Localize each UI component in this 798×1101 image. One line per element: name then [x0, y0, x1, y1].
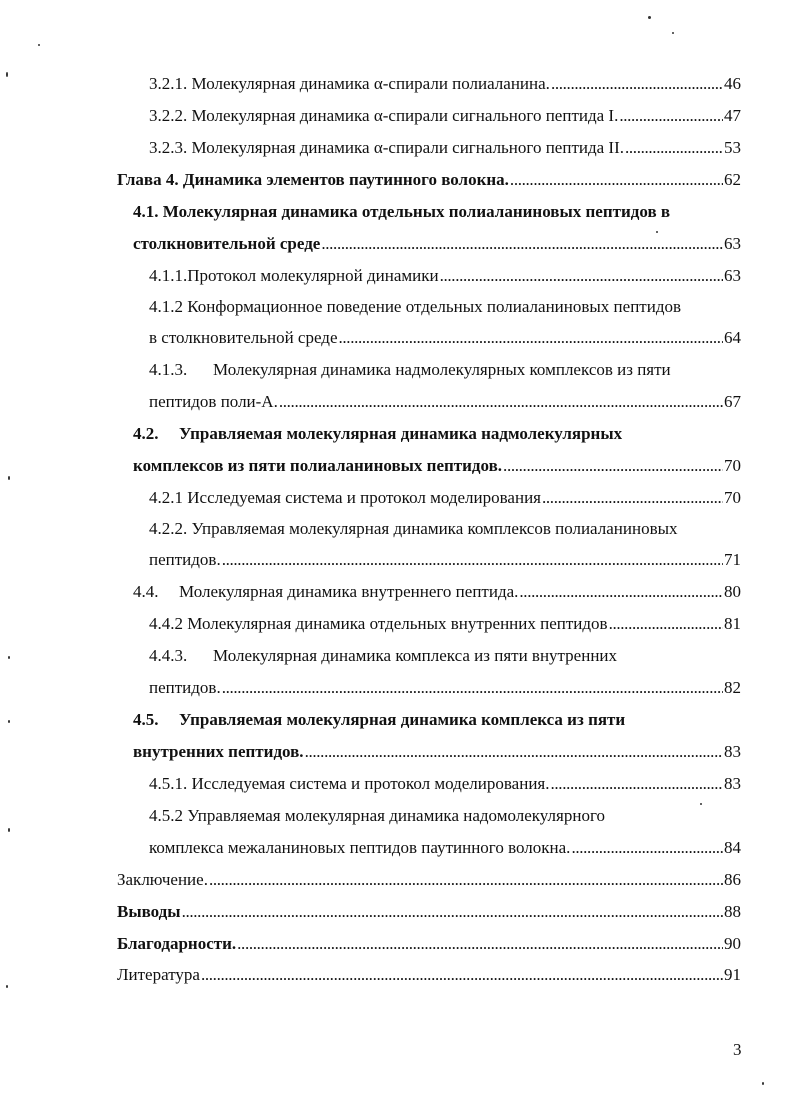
toc-entry-4-2-2-line1[interactable]: 4.2.2. Управляемая молекулярная динамика комплексов полиаланиновых	[149, 519, 678, 538]
toc-entry-title: Управляемая молекулярная динамика комплекса из пяти	[179, 710, 626, 729]
toc-entry-references[interactable]	[117, 961, 741, 989]
toc-entry-number: 4.4.3.	[149, 646, 188, 665]
toc-entry-number: 4.4.	[133, 582, 159, 601]
toc-entry-4-4-3[interactable]	[149, 674, 741, 702]
toc-page-number: 80	[724, 582, 741, 601]
toc-entry-3-2-3[interactable]	[149, 134, 741, 162]
toc-page-number: 62	[724, 170, 741, 189]
toc-page-number: 82	[724, 678, 741, 697]
scan-speck	[648, 16, 651, 19]
page-number: 3	[733, 1040, 742, 1059]
toc-page-number: 88	[724, 902, 741, 921]
toc-page-number: 53	[724, 138, 741, 157]
toc-entry-acknowledgements[interactable]	[117, 930, 741, 958]
toc-page-number: 70	[724, 488, 741, 507]
toc-page-number: 83	[724, 742, 741, 761]
toc-entry-title: Благодарности.	[117, 934, 237, 953]
toc-entry-title: столкновительной среде	[133, 234, 321, 253]
toc-entry-title: Молекулярная динамика надмолекулярных комплексов из пяти	[213, 360, 671, 379]
toc-entry-title: Заключение.	[117, 870, 208, 889]
toc-entry-title: 3.2.2. Молекулярная динамика α-спирали сигнального пептида I.	[149, 106, 619, 125]
toc-leader-dots	[503, 452, 723, 480]
toc-entry-number: 4.2.	[133, 424, 159, 443]
toc-page-number: 46	[724, 74, 741, 93]
toc-entry-title: пептидов.	[149, 550, 221, 569]
toc-entry-4-1[interactable]	[133, 230, 741, 258]
toc-entry-4-4[interactable]	[133, 578, 741, 606]
toc-entry-title: Глава 4. Динамика элементов паутинного волокна.	[117, 170, 509, 189]
scan-speck	[656, 231, 658, 233]
scan-speck	[672, 32, 674, 34]
toc-entry-findings[interactable]	[117, 898, 741, 926]
toc-page-number: 86	[724, 870, 741, 889]
toc-page-number: 63	[724, 266, 741, 285]
toc-leader-dots	[339, 324, 724, 352]
toc-leader-dots	[519, 578, 723, 606]
toc-entry-title: в столкновительной среде	[149, 328, 338, 347]
toc-entry-title: Выводы	[117, 902, 181, 921]
toc-page-number: 84	[724, 838, 741, 857]
toc-entry-4-1-2[interactable]	[149, 324, 741, 352]
toc-entry-title: Молекулярная динамика комплекса из пяти внутренних	[213, 646, 618, 665]
toc-leader-dots	[201, 961, 723, 989]
toc-leader-dots	[222, 674, 723, 702]
scan-speck	[6, 985, 8, 988]
toc-leader-dots	[182, 898, 723, 926]
toc-page-number: 64	[724, 328, 741, 347]
toc-leader-dots	[609, 610, 723, 638]
toc-entry-title: Управляемая молекулярная динамика надмолекулярных	[179, 424, 623, 443]
toc-entry-4-5-line1[interactable]	[133, 706, 625, 734]
toc-entry-title: 4.2.1 Исследуемая система и протокол моделирования	[149, 488, 541, 507]
toc-entry-3-2-2[interactable]	[149, 102, 741, 130]
toc-leader-dots	[542, 484, 723, 512]
toc-entry-title: Литература	[117, 965, 200, 984]
toc-entry-4-4-2[interactable]	[149, 610, 741, 638]
scan-speck	[8, 656, 10, 659]
scan-speck	[700, 803, 702, 805]
toc-leader-dots	[222, 546, 723, 574]
toc-entry-4-1-3[interactable]	[149, 388, 741, 416]
toc-entry-title: 4.5.1. Исследуемая система и протокол моделирования.	[149, 774, 550, 793]
toc-entry-4-2-2[interactable]	[149, 546, 741, 574]
toc-leader-dots	[321, 230, 723, 258]
toc-leader-dots	[551, 70, 723, 98]
toc-page-number: 71	[724, 550, 741, 569]
toc-page-number: 47	[724, 106, 741, 125]
toc-leader-dots	[510, 166, 723, 194]
toc-entry-chapter-4[interactable]	[117, 166, 741, 194]
toc-page-number: 81	[724, 614, 741, 633]
toc-leader-dots	[237, 930, 723, 958]
toc-page-number: 67	[724, 392, 741, 411]
scan-speck	[8, 720, 10, 723]
toc-entry-4-5-1[interactable]	[149, 770, 741, 798]
scan-speck	[38, 44, 40, 46]
toc-entry-title: 3.2.3. Молекулярная динамика α-спирали сигнального пептида II.	[149, 138, 624, 157]
toc-entry-3-2-1[interactable]	[149, 70, 741, 98]
toc-leader-dots	[305, 738, 723, 766]
toc-page-number: 90	[724, 934, 741, 953]
toc-leader-dots	[279, 388, 723, 416]
toc-leader-dots	[551, 770, 724, 798]
toc-entry-number: 4.1.3.	[149, 360, 188, 379]
toc-entry-title: пептидов поли-А.	[149, 392, 278, 411]
toc-entry-title: внутренних пептидов.	[133, 742, 304, 761]
scan-speck	[8, 828, 10, 832]
toc-entry-title: Молекулярная динамика внутреннего пептида.	[179, 582, 519, 601]
toc-entry-conclusion[interactable]	[117, 866, 741, 894]
toc-entry-4-1-line1[interactable]: 4.1. Молекулярная динамика отдельных полиаланиновых пептидов в	[133, 202, 671, 221]
scan-speck	[6, 72, 8, 77]
toc-entry-title: комплекса межаланиновых пептидов паутинного волокна.	[149, 838, 571, 857]
toc-entry-title: 4.1.1.Протокол молекулярной динамики	[149, 266, 439, 285]
toc-entry-title: комплексов из пяти полиаланиновых пептидов.	[133, 456, 503, 475]
toc-leader-dots	[209, 866, 723, 894]
toc-entry-4-2-1[interactable]	[149, 484, 741, 512]
toc-entry-4-1-1[interactable]	[149, 262, 741, 290]
toc-entry-title: 4.4.2 Молекулярная динамика отдельных внутренних пептидов	[149, 614, 608, 633]
toc-entry-4-5-2-line1[interactable]: 4.5.2 Управляемая молекулярная динамика надомолекулярного	[149, 806, 605, 825]
toc-page-number: 91	[724, 965, 741, 984]
scan-speck	[762, 1082, 764, 1085]
toc-entry-4-2-line1[interactable]	[133, 420, 622, 448]
toc-entry-4-1-3-line1[interactable]	[149, 356, 671, 384]
toc-entry-label	[133, 578, 518, 606]
toc-leader-dots	[625, 134, 723, 162]
toc-entry-4-2[interactable]	[133, 452, 741, 480]
toc-leader-dots	[571, 834, 723, 862]
toc-entry-4-5-2[interactable]	[149, 834, 741, 862]
toc-entry-title: 3.2.1. Молекулярная динамика α-спирали полиаланина.	[149, 74, 550, 93]
toc-entry-number: 4.5.	[133, 710, 159, 729]
toc-page-number: 70	[724, 456, 741, 475]
scan-speck	[8, 476, 10, 480]
toc-leader-dots	[619, 102, 723, 130]
toc-entry-title: пептидов.	[149, 678, 221, 697]
toc-entry-4-1-2-line1[interactable]: 4.1.2 Конформационное поведение отдельных полиаланиновых пептидов	[149, 297, 682, 316]
toc-entry-4-5[interactable]	[133, 738, 741, 766]
toc-entry-4-4-3-line1[interactable]	[149, 642, 617, 670]
toc-page-number: 83	[724, 774, 741, 793]
toc-leader-dots	[440, 262, 723, 290]
toc-page-number: 63	[724, 234, 741, 253]
